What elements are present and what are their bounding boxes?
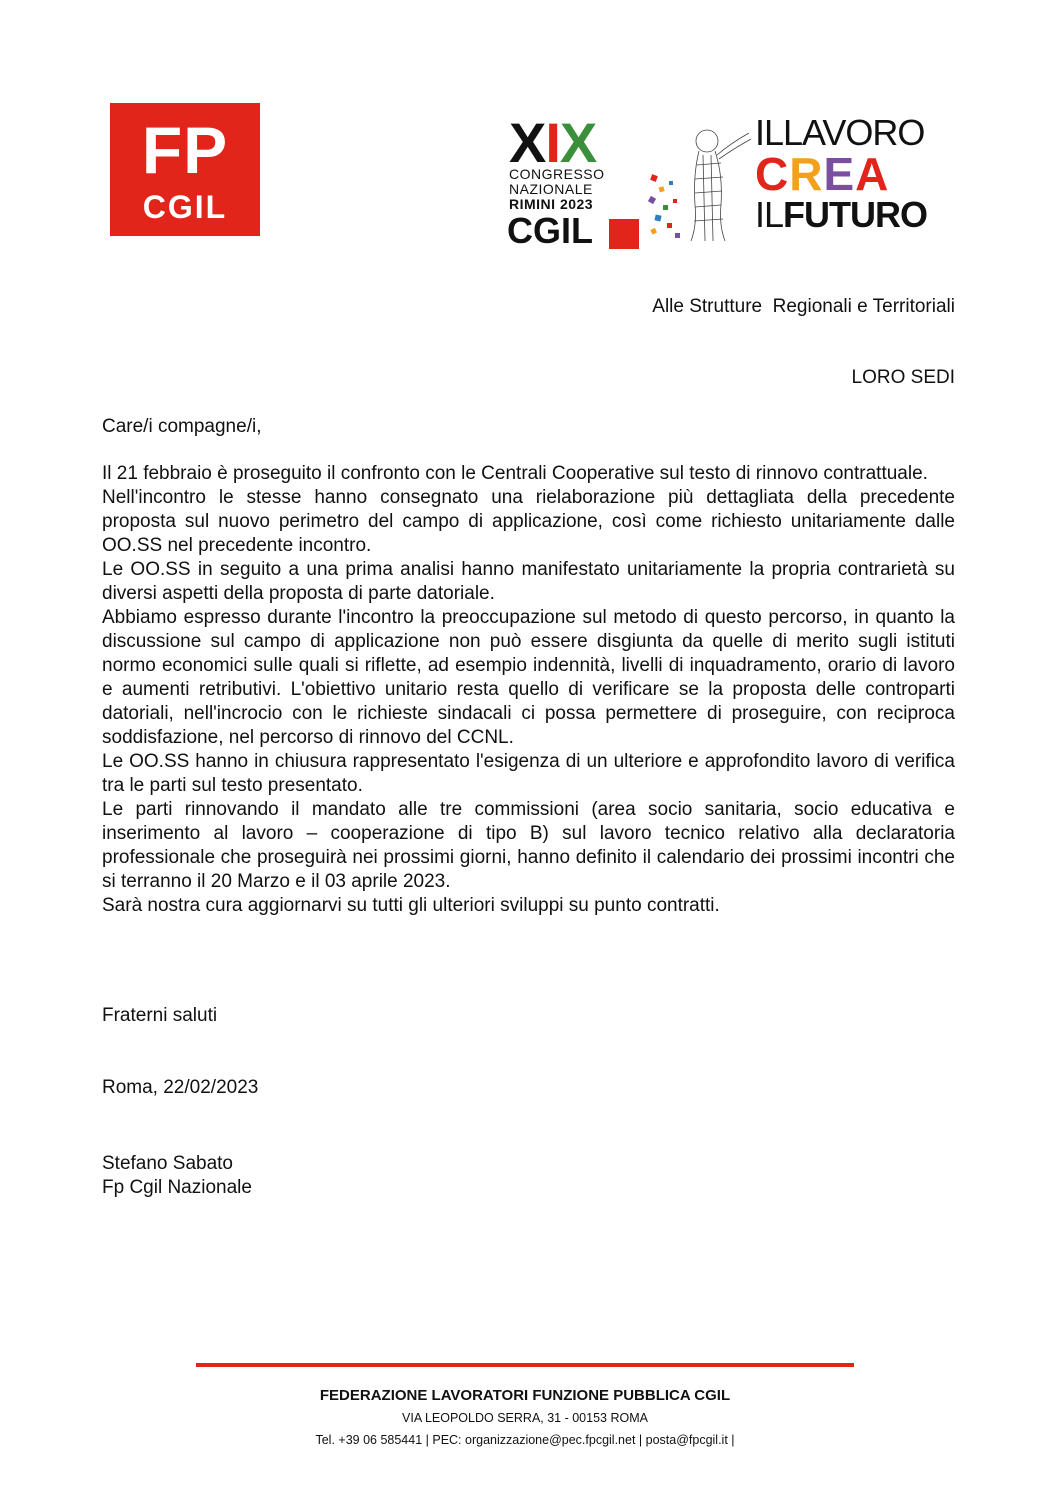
- recipient-sub: LORO SEDI: [851, 367, 955, 388]
- footer-address: VIA LEOPOLDO SERRA, 31 - 00153 ROMA: [402, 1411, 648, 1425]
- fp-logo-line1: FP: [141, 113, 229, 187]
- fp-cgil-logo: [110, 103, 260, 236]
- slogan-line3-prefix: IL: [755, 194, 784, 235]
- slogan-line1: ILLAVORO: [755, 112, 925, 153]
- body-paragraph: Sarà nostra cura aggiornarvi su tutti gli ulteriori sviluppi su punto contratti.: [102, 895, 720, 916]
- signer-name: Stefano Sabato: [102, 1153, 233, 1174]
- slogan-line3: [755, 194, 928, 235]
- fp-logo-line2: CGIL: [142, 189, 228, 225]
- signature-block: [102, 1152, 252, 1200]
- congress-roman-numeral: [509, 111, 597, 174]
- slogan-letter: A: [855, 148, 890, 200]
- congress-line2: NAZIONALE: [509, 181, 593, 197]
- body-paragraph: Le OO.SS hanno in chiusura rappresentato l'esigenza di un ulteriore e approfondito lavoro di verifica tra le parti sul testo presentato.: [102, 751, 955, 796]
- congress-line3: RIMINI 2023: [509, 196, 594, 212]
- body-paragraph: Le parti rinnovando il mandato alle tre commissioni (area socio sanitaria, socio educativa e inserimento al lavoro – cooperazione di tipo B) sul lavoro tecnico relativo alla declaratoria professionale che proseguirà nei prossimi giorni, hanno definito il calendario dei prossimi incontri che si terranno il 20 Marzo e il 03 aprile 2023.: [102, 799, 955, 892]
- closing: Fraterni saluti: [102, 1005, 218, 1026]
- congress-figure-illustration: [645, 115, 755, 243]
- congress-red-square: [609, 219, 639, 249]
- slogan-line2: [755, 148, 927, 200]
- body-paragraph: Nell'incontro le stesse hanno consegnato una rielaborazione più dettagliata della precedente proposta sul nuovo perimetro del campo di applicazione, così come richiesto unitariamente dalle OO.SS nel precedente incontro.: [102, 487, 955, 556]
- slogan-letter: R: [789, 148, 824, 200]
- letter-date: Roma, 22/02/2023: [102, 1077, 259, 1098]
- body-paragraph: Il 21 febbraio è proseguito il confronto con le Centrali Cooperative sul testo di rinnovo contrattuale.: [102, 463, 928, 484]
- salutation: Care/i compagne/i,: [102, 416, 262, 437]
- slogan-letter: E: [823, 148, 856, 200]
- congress-cgil: CGIL: [507, 210, 593, 251]
- congress-line1: CONGRESSO: [509, 166, 605, 182]
- slogan-line3-bold: FUTURO: [783, 194, 928, 235]
- footer-contact: Tel. +39 06 585441 | PEC: organizzazione@pec.fpcgil.net | posta@fpcgil.it |: [315, 1433, 735, 1447]
- slogan-letter: C: [755, 148, 790, 200]
- letter-body: [102, 462, 955, 918]
- signer-org: Fp Cgil Nazionale: [102, 1177, 252, 1198]
- roman-char: X: [559, 111, 597, 174]
- footer-org-name: FEDERAZIONE LAVORATORI FUNZIONE PUBBLICA CGIL: [319, 1387, 731, 1404]
- body-paragraph: Abbiamo espresso durante l'incontro la preoccupazione sul metodo di questo percorso, in quanto la discussione sul campo di applicazione non può essere disgiunta da quelle di merito sugli istituti normo economici sulle quali si riflette, ad esempio indennità, livelli di inquadramento, orario di lavoro e aumenti retributivi. L'obiettivo unitario resta quello di verificare se la proposta delle controparti datoriali, nell'incrocio con le richieste sindacali ci possa permettere di proseguire, con reciproca soddisfazione, nel percorso di rinnovo del CCNL.: [102, 607, 955, 748]
- body-paragraph: Le OO.SS in seguito a una prima analisi hanno manifestato unitariamente la propria contrarietà su diversi aspetti della proposta di parte datoriale.: [102, 559, 955, 604]
- congress-slogan: [755, 112, 928, 235]
- roman-char: I: [545, 111, 560, 174]
- congress-logo: [505, 111, 955, 251]
- footer-divider: [196, 1363, 854, 1367]
- roman-char: X: [509, 111, 546, 174]
- recipient: Alle Strutture Regionali e Territoriali: [652, 296, 955, 317]
